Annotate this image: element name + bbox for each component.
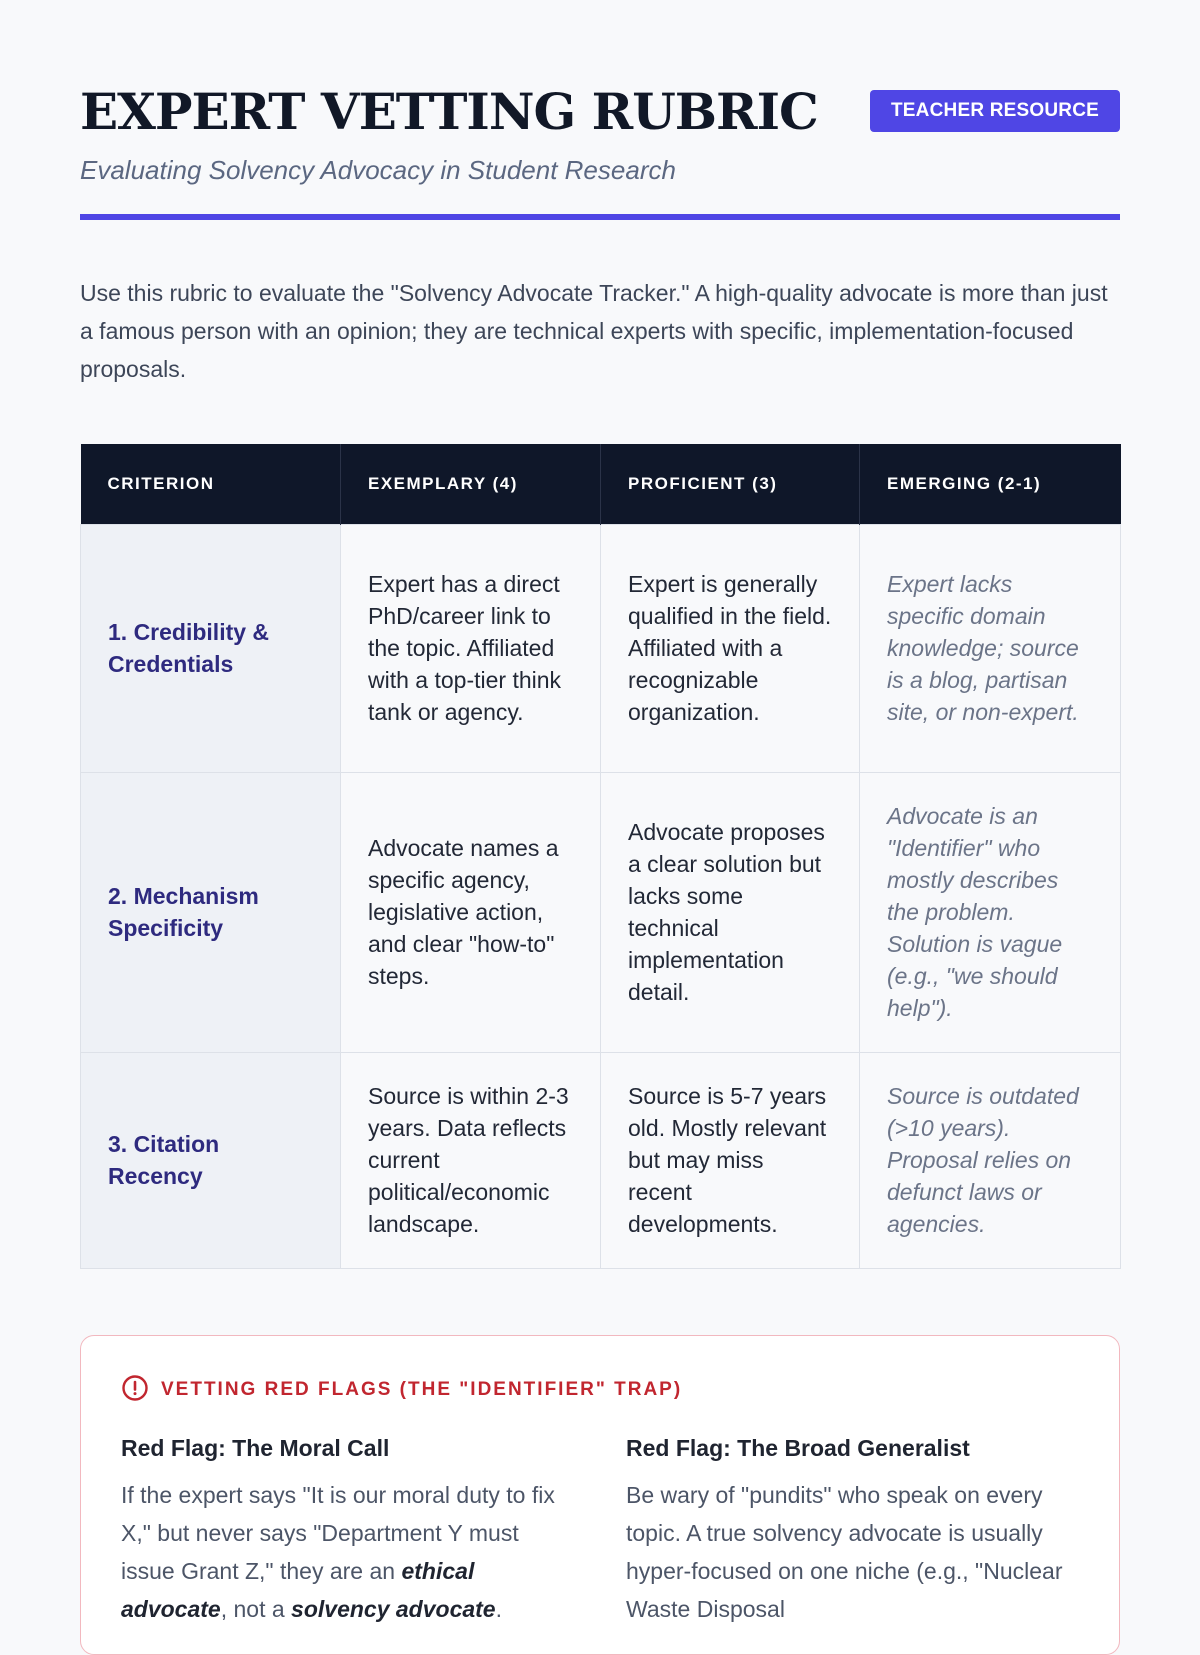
red-flag-body-text: . [495,1595,502,1622]
header [80,0,1120,220]
column-header-exemplary: EXEMPLARY (4) [341,444,601,524]
red-flag-heading: Red Flag: The Moral Call [121,1434,390,1461]
emerging-cell: Advocate is an "Identifier" who mostly describes the problem. Solution is vague (e.g., "we should help"). [860,772,1121,1052]
red-flag-columns [121,1435,1079,1628]
table-row [81,772,1121,1052]
red-flag-body [121,1476,564,1628]
red-flags-title: VETTING RED FLAGS (THE "IDENTIFIER" TRAP) [161,1379,683,1400]
red-flags-panel [80,1335,1120,1655]
column-header-proficient: PROFICIENT (3) [601,444,860,524]
emerging-cell: Expert lacks specific domain knowledge; source is a blog, partisan site, or non-expert. [860,524,1121,772]
teacher-resource-badge: TEACHER RESOURCE [870,90,1120,132]
red-flag-emphasis: solvency advocate [291,1595,496,1622]
criterion-cell: 2. Mechanism Specificity [81,772,341,1052]
header-divider [80,214,1120,220]
criterion-cell: 1. Credibility & Credentials [81,524,341,772]
table-row [81,1052,1121,1268]
exemplary-cell: Source is within 2-3 years. Data reflects current political/economic landscape. [341,1052,601,1268]
intro-paragraph: Use this rubric to evaluate the "Solvency Advocate Tracker." A high-quality advocate is more than just a famous person with an opinion; they are technical experts with specific, implementation-focused proposals. [80,280,1108,382]
alert-circle-icon [121,1374,149,1407]
rubric-table [80,444,1121,1269]
column-header-criterion: CRITERION [81,444,341,524]
page-title: EXPERT VETTING RUBRIC [80,82,818,141]
criterion-cell: 3. Citation Recency [81,1052,341,1268]
red-flag-body: Be wary of "pundits" who speak on every topic. A true solvency advocate is usually hyper-focused on one niche (e.g., "Nuclear Waste Disposal [626,1481,1063,1622]
red-flag-emphasis: ethical advocate [121,1557,475,1622]
emerging-cell: Source is outdated (>10 years). Proposal relies on defunct laws or agencies. [860,1052,1121,1268]
red-flag-broad-generalist [626,1435,1069,1628]
table-header-row [81,444,1121,524]
red-flag-moral-call [121,1435,564,1628]
proficient-cell: Expert is generally qualified in the field. Affiliated with a recognizable organization. [601,524,860,772]
column-header-emerging: EMERGING (2-1) [860,444,1121,524]
page-subtitle: Evaluating Solvency Advocacy in Student Research [80,155,676,185]
exemplary-cell: Advocate names a specific agency, legislative action, and clear "how-to" steps. [341,772,601,1052]
red-flag-heading: Red Flag: The Broad Generalist [626,1434,970,1461]
red-flag-body-text: If the expert says "It is our moral duty to fix X," but never says "Department Y must issue Grant Z," they are an [121,1481,555,1584]
red-flags-header [121,1374,1079,1407]
table-row [81,524,1121,772]
proficient-cell: Source is 5-7 years old. Mostly relevant but may miss recent developments. [601,1052,860,1268]
proficient-cell: Advocate proposes a clear solution but lacks some technical implementation detail. [601,772,860,1052]
red-flag-body-text: , not a [220,1595,292,1622]
exemplary-cell: Expert has a direct PhD/career link to the topic. Affiliated with a top-tier think tank or agency. [341,524,601,772]
